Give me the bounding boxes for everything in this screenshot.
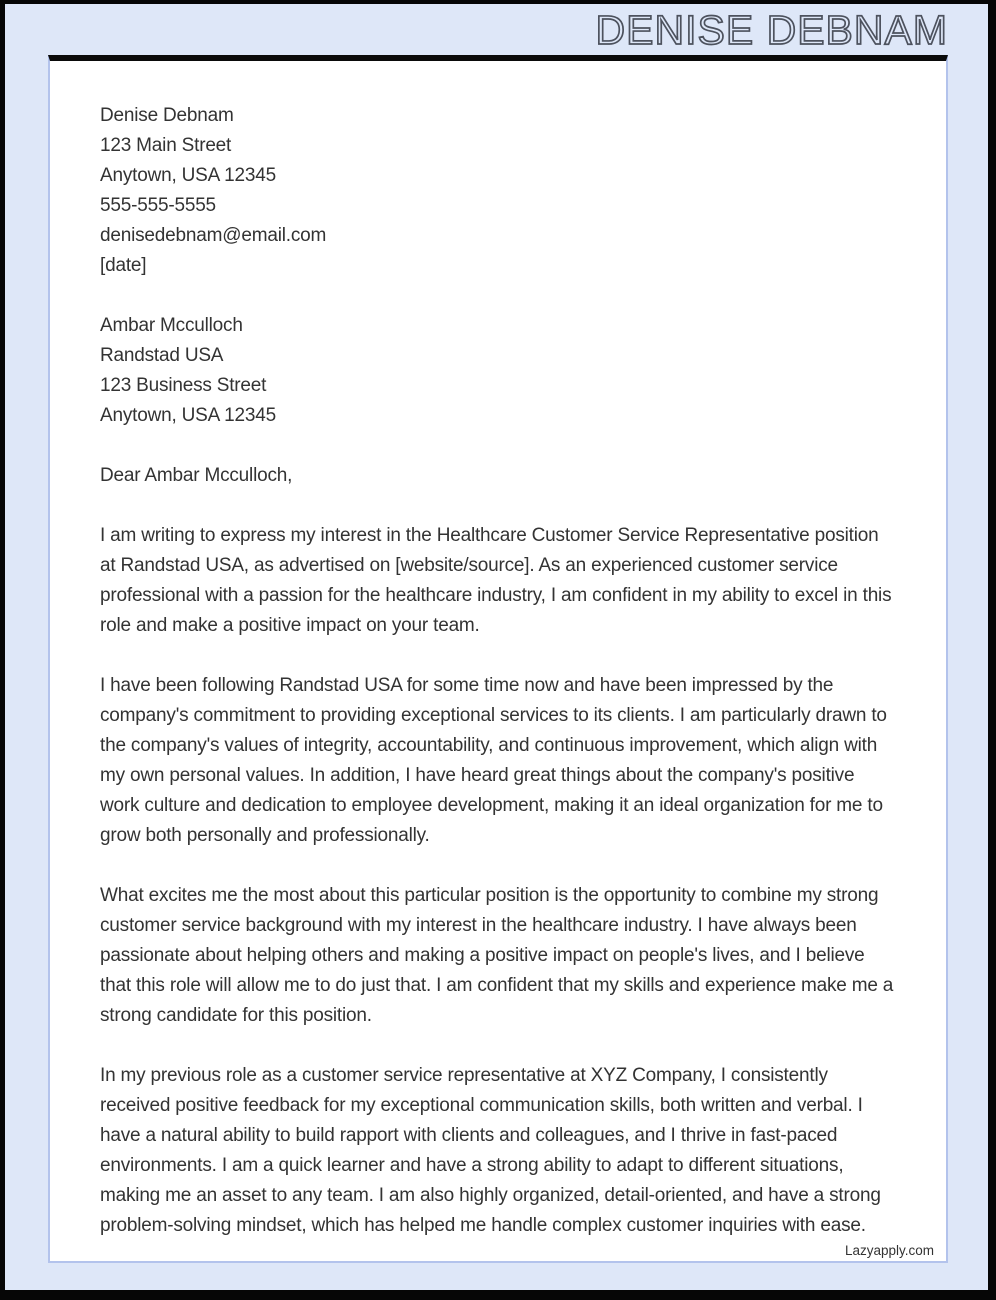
body-paragraph-1: I am writing to express my interest in the Healthcare Customer Service Representative position at Randstad USA, as advertised on [website/source]. As an experienced customer service professional with a passion for the healthcare industry, I am confident in my ability to excel in this role and make a positive impact on your team. — [100, 525, 892, 636]
sender-name: Denise Debnam — [100, 105, 234, 126]
sender-phone: 555-555-5555 — [100, 195, 216, 216]
sender-street: 123 Main Street — [100, 135, 232, 156]
body-paragraph-4: In my previous role as a customer service representative at XYZ Company, I consistently received positive feedback for my exceptional communication skills, both written and verbal. I have a natural ability to build rapport with clients and colleagues, and I thrive in fast-paced environments. I am a quick learner and have a strong ability to adapt to different situations, making me an asset to any team. I am also highly organized, detail-oriented, and have a strong problem-solving mindset, which has helped me handle complex customer inquiries with ease. — [100, 1065, 881, 1236]
sender-address-block — [100, 101, 896, 281]
letterhead-name: DENISE DEBNAM — [595, 7, 948, 53]
lazyapply-watermark: Lazyapply.com — [844, 1243, 934, 1258]
salutation: Dear Ambar Mcculloch, — [100, 465, 293, 486]
sender-email: denisedebnam@email.com — [100, 225, 327, 246]
recipient-name: Ambar Mcculloch — [100, 315, 243, 336]
recipient-company: Randstad USA — [100, 345, 224, 366]
sender-city: Anytown, USA 12345 — [100, 165, 276, 186]
recipient-address-block — [100, 311, 896, 431]
recipient-city: Anytown, USA 12345 — [100, 405, 276, 426]
letter-page — [48, 55, 948, 1263]
recipient-street: 123 Business Street — [100, 375, 267, 396]
letter-content — [50, 61, 946, 1241]
document-background — [5, 4, 988, 1290]
body-paragraph-2: I have been following Randstad USA for some time now and have been impressed by the company's commitment to providing exceptional services to its clients. I am particularly drawn to the company's values of integrity, accountability, and continuous improvement, which align with my own personal values. In addition, I have heard great things about the company's positive work culture and dedication to employee development, making it an ideal organization for me to grow both personally and professionally. — [100, 675, 887, 846]
letter-date: [date] — [100, 255, 147, 276]
body-paragraph-3: What excites me the most about this particular position is the opportunity to combine my strong customer service background with my interest in the healthcare industry. I have always been passionate about helping others and making a positive impact on people's lives, and I believe that this role will allow me to do just that. I am confident that my skills and experience make me a strong candidate for this position. — [100, 885, 894, 1026]
